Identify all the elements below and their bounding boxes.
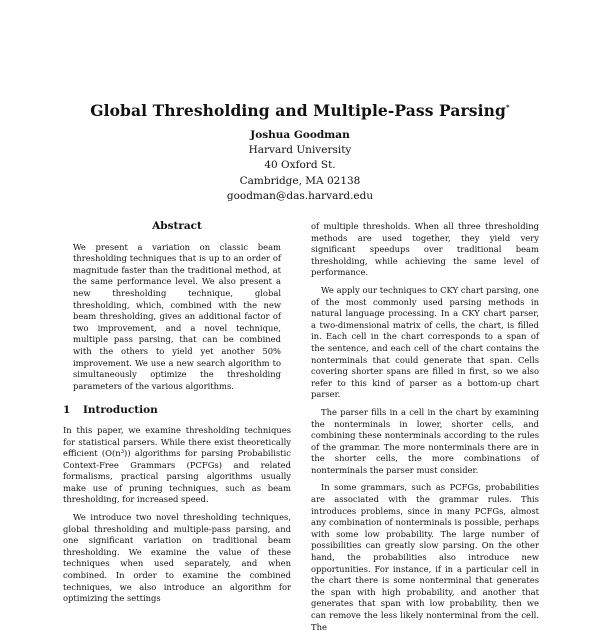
intro-paragraph: In this paper, we examine thresholding techniques for statistical parsers. While there exist theoretically efficient (O(n³)) algorithms for parsing Probabilistic Context-Free Grammars (PCFGs) and related formalisms, practical parsing algorithms usually make use of pruning techniques, such as beam thresholding, for increased speed. — [63, 424, 291, 505]
body-paragraph: We apply our techniques to CKY chart parsing, one of the most commonly used parsing methods in natural language processing. In a CKY chart parser, a two-dimensional matrix of cells, the chart, is filled in. Each cell in the chart corresponds to a span of the sentence, and each cell of the chart contains the nonterminals that could generate that span. Cells covering shorter spans are filled in first, so we also refer to this kind of parser as a bottom-up chart parser. — [311, 284, 539, 400]
body-paragraph: of multiple thresholds. When all three thresholding methods are used together, they yield very significant speedups over traditional beam thresholding, while achieving the same level of performance. — [311, 221, 539, 278]
author-name: Joshua Goodman — [250, 129, 350, 141]
abstract-text: We present a variation on classic beam thresholding techniques that is up to an order of magnitude faster than the traditional method, at the same performance level. We also present a new thresholding technique, global thresholding, which, combined with the new beam thresholding, gives an additional factor of two improvement, and a novel technique, multiple pass parsing, that can be combined with the others to yield yet another 50% improvement. We use a new search algorithm to simultaneously optimize the thresholding parameters of the various algorithms. — [73, 241, 281, 391]
body-paragraph: The parser fills in a cell in the chart by examining the nonterminals in lower, shorter cells, and combining these nonterminals according to the rules of the grammar. The more nonterminals there are in the shorter cells, the more combinations of nonterminals the parser must consider. — [311, 406, 539, 475]
right-column — [311, 221, 539, 639]
intro-paragraph: We introduce two novel thresholding techniques, global thresholding and multiple-pass parsing, and one significant variation on traditional beam thresholding. We examine the value of these techniques when used separately, and when combined. In order to examine the combined techniques, we also introduce an algorithm for optimizing the settings — [63, 512, 291, 604]
section-heading — [63, 405, 291, 417]
section-number: 1 — [63, 404, 71, 417]
abstract-heading: Abstract — [152, 220, 202, 232]
left-column — [63, 221, 291, 611]
author-block — [0, 128, 600, 204]
body-paragraph: In some grammars, such as PCFGs, probabilities are associated with the grammar rules. This introduces problems, since in many PCFGs, almost any combination of nonterminals is possible, perhaps with some low probability. The large number of possibilities can greatly slow parsing. On the other hand, the probabilities also introduce new opportunities. For instance, if in a particular cell in the chart there is some nonterminal that generates the span with high probability, and another that generates that span with low probability, then we can remove the less likely nonterminal from the cell. The — [311, 482, 539, 632]
title-footnote-mark: * — [505, 102, 510, 112]
author-email: goodman@das.harvard.edu — [226, 189, 374, 202]
section-title: Introduction — [83, 404, 158, 417]
author-affiliation: Harvard University — [248, 144, 352, 157]
author-city: Cambridge, MA 02138 — [239, 174, 361, 187]
author-street: 40 Oxford St. — [264, 159, 336, 172]
paper-title: Global Thresholding and Multiple-Pass Parsing* — [90, 101, 510, 120]
